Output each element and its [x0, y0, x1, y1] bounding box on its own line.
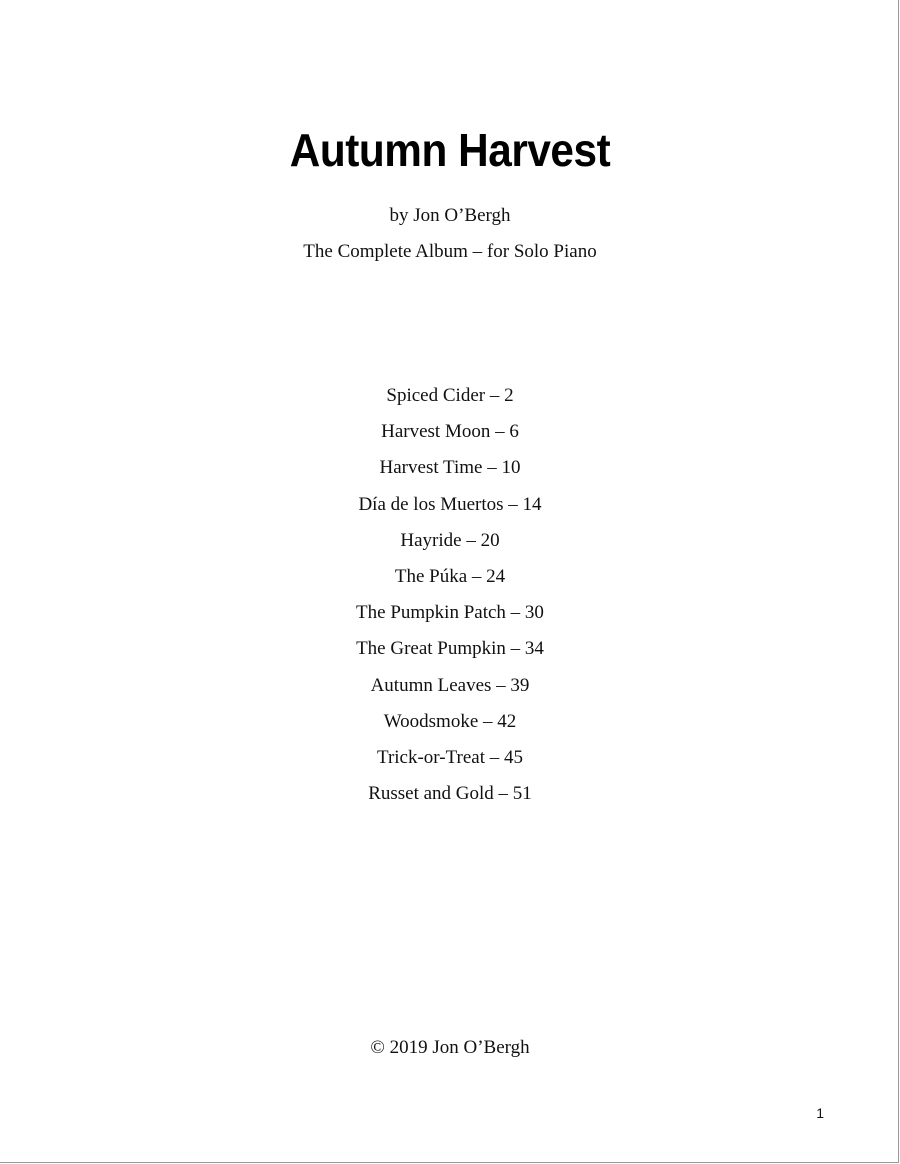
toc-entry: Russet and Gold – 51 — [368, 783, 532, 805]
toc-entry: The Great Pumpkin – 34 — [356, 638, 544, 660]
page-number: 1 — [816, 1105, 824, 1121]
copyright-notice: © 2019 Jon O’Bergh — [370, 1037, 530, 1058]
toc-entry: The Pumpkin Patch – 30 — [356, 602, 544, 624]
toc-entry: Harvest Moon – 6 — [381, 421, 519, 443]
toc-entry: The Púka – 24 — [394, 565, 506, 587]
toc-entry: Día de los Muertos – 14 — [358, 493, 542, 515]
album-subtitle: The Complete Album – for Solo Piano — [303, 241, 597, 262]
table-of-contents — [0, 384, 900, 818]
toc-entry: Spiced Cider – 2 — [386, 385, 514, 406]
toc-entry: Harvest Time – 10 — [379, 457, 521, 479]
toc-entry: Hayride – 20 — [400, 529, 500, 551]
toc-entry: Woodsmoke – 42 — [383, 710, 517, 732]
toc-entry: Trick-or-Treat – 45 — [377, 746, 523, 768]
toc-entry: Autumn Leaves – 39 — [370, 674, 530, 696]
composer-byline: by Jon O’Bergh — [389, 205, 511, 226]
page-title: Autumn Harvest — [289, 124, 611, 176]
